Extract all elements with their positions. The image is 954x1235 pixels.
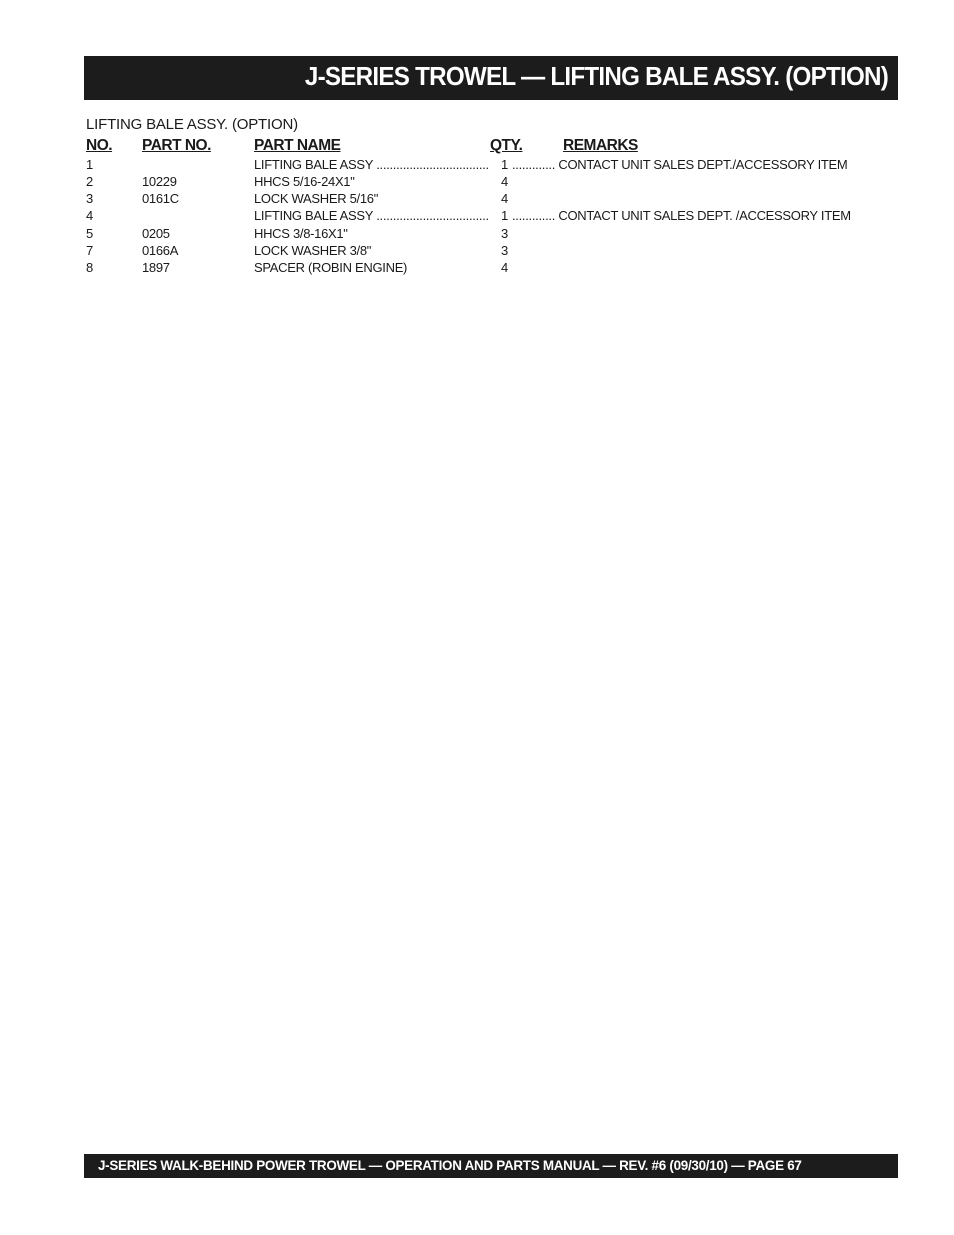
row-no: 5 (86, 226, 93, 241)
page-footer: J-SERIES WALK-BEHIND POWER TROWEL — OPERATION AND PARTS MANUAL — REV. #6 (09/30/10) — PAGE 67 (98, 1157, 802, 1173)
table-row (0, 208, 954, 225)
table-row (0, 157, 954, 174)
row-part-name: HHCS 3/8-16X1" (254, 226, 348, 241)
column-header-no: NO. (86, 137, 113, 154)
row-part-no: 10229 (142, 174, 177, 189)
row-part-no: 0161C (142, 191, 179, 206)
row-qty: 4 (501, 174, 508, 189)
column-header-remarks: REMARKS (563, 137, 638, 154)
row-part-no: 0166A (142, 243, 179, 258)
row-no: 7 (86, 243, 93, 258)
row-part-name: SPACER (ROBIN ENGINE) (254, 260, 408, 275)
row-qty: 1 (501, 208, 508, 223)
row-remarks: ............. CONTACT UNIT SALES DEPT. /ACCESSORY ITEM (512, 208, 851, 223)
row-part-name: LOCK WASHER 5/16" (254, 191, 379, 206)
row-no: 2 (86, 174, 93, 189)
table-row (0, 243, 954, 260)
row-no: 1 (86, 157, 93, 172)
column-header-qty: QTY. (490, 137, 523, 154)
row-qty: 3 (501, 243, 508, 258)
row-qty: 4 (501, 260, 508, 275)
row-qty: 1 (501, 157, 508, 172)
table-row (0, 226, 954, 243)
row-part-name: LIFTING BALE ASSY .................................. (254, 157, 489, 172)
row-qty: 4 (501, 191, 508, 206)
row-part-no: 1897 (142, 260, 170, 275)
page-title: J-SERIES TROWEL — LIFTING BALE ASSY. (OPTION) (304, 61, 888, 91)
row-no: 8 (86, 260, 93, 275)
row-part-name: LIFTING BALE ASSY .................................. (254, 208, 489, 223)
table-row (0, 174, 954, 191)
page-title-bar (84, 56, 898, 100)
row-no: 4 (86, 208, 93, 223)
column-header-part-name: PART NAME (254, 137, 341, 154)
row-part-name: HHCS 5/16-24X1" (254, 174, 355, 189)
table-row (0, 191, 954, 208)
row-no: 3 (86, 191, 93, 206)
row-part-name: LOCK WASHER 3/8" (254, 243, 372, 258)
column-header-part-no: PART NO. (142, 137, 211, 154)
row-part-no: 0205 (142, 226, 170, 241)
section-heading: LIFTING BALE ASSY. (OPTION) (86, 116, 298, 133)
row-qty: 3 (501, 226, 508, 241)
page-footer-bar (84, 1154, 898, 1178)
table-row (0, 260, 954, 277)
row-remarks: ............. CONTACT UNIT SALES DEPT./ACCESSORY ITEM (512, 157, 848, 172)
